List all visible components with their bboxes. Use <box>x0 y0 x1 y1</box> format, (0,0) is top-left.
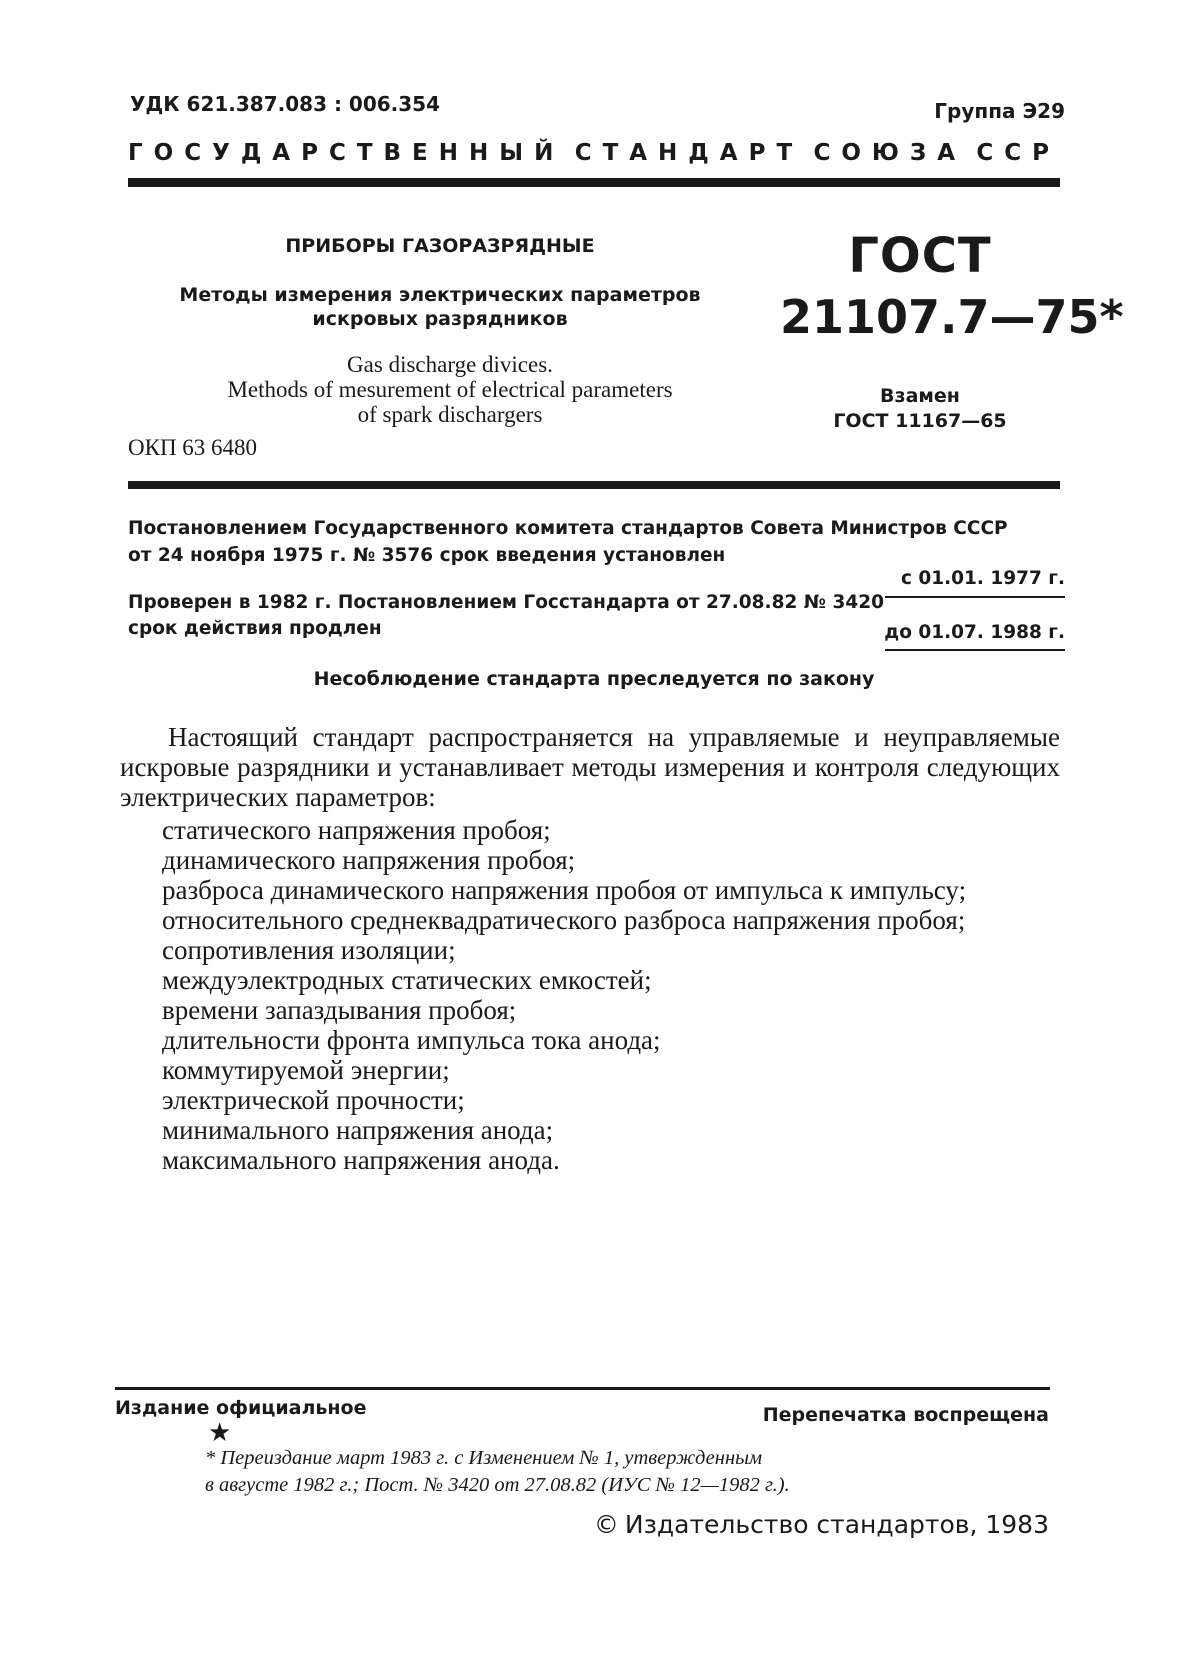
introduction-date-underline <box>885 596 1065 598</box>
subtitle-line: искровых разрядников <box>312 308 568 330</box>
validity-date: до 01.07. 1988 г. <box>884 622 1065 643</box>
footnote <box>205 1445 965 1499</box>
gost-label: ГОСТ <box>848 228 992 284</box>
gost-number: 21107.7—75* <box>780 290 1124 344</box>
checked-text <box>128 590 908 642</box>
checked-line: Проверен в 1982 г. Постановлением Госстандарта от 27.08.82 № 3420 <box>128 592 884 613</box>
footnote-line: * Переиздание март 1983 г. с Изменением № 1, утвержденным <box>205 1447 763 1469</box>
udc-code: УДК 621.387.083 : 006.354 <box>130 92 440 116</box>
banner-word: СТАНДАРТ <box>574 140 804 166</box>
copyright-icon: © <box>593 1510 619 1539</box>
list-item: междуэлектродных статических емкостей; <box>162 965 652 995</box>
validity-date-underline <box>885 649 1065 651</box>
decree-line: от 24 ноября 1975 г. № 3576 срок введения установлен <box>128 545 726 566</box>
star-icon: ★ <box>208 1418 232 1447</box>
introduction-date: с 01.01. 1977 г. <box>900 568 1065 589</box>
english-title-line: Methods of mesurement of electrical parameters <box>227 377 673 402</box>
replaces-label: Взамен <box>880 385 960 407</box>
publisher-name: Издательство стандартов, 1983 <box>624 1510 1049 1539</box>
list-item: длительности фронта импульса тока анода; <box>162 1025 661 1055</box>
intro-paragraph: Настоящий стандарт распространяется на управляемые и неуправляемые искровые разрядники и устанавливает методы измерения и контроля следующих электрических параметров: <box>120 722 1060 812</box>
english-title <box>170 352 730 427</box>
document-title: ПРИБОРЫ ГАЗОРАЗРЯДНЫЕ <box>285 235 595 257</box>
replaces-value: ГОСТ 11167—65 <box>833 410 1007 432</box>
footnote-line: в августе 1982 г.; Пост. № 3420 от 27.08.82 (ИУС № 12—1982 г.). <box>205 1474 790 1496</box>
header-divider <box>128 178 1060 187</box>
banner-word: СОЮЗА <box>813 140 967 166</box>
banner-word: ССР <box>976 140 1060 166</box>
checked-line: срок действия продлен <box>128 618 382 639</box>
title-divider <box>128 481 1060 489</box>
list-item: максимального напряжения анода. <box>162 1145 560 1175</box>
decree-line: Постановлением Государственного комитета стандартов Совета Министров СССР <box>128 518 1008 539</box>
state-standard-banner <box>128 140 1060 166</box>
list-item: времени запаздывания пробоя; <box>162 995 517 1025</box>
publisher <box>594 1510 1049 1539</box>
classification-group: Группа Э29 <box>934 99 1065 123</box>
official-edition: Издание официальное <box>115 1397 367 1419</box>
parameter-list <box>120 815 1060 1175</box>
list-item: относительного среднеквадратического разброса напряжения пробоя; <box>162 905 966 935</box>
okp-code: ОКП 63 6480 <box>128 435 258 460</box>
reprint-prohibited: Перепечатка воспрещена <box>762 1404 1049 1426</box>
list-item: разброса динамического напряжения пробоя от импульса к импульсу; <box>162 875 967 905</box>
list-item: минимального напряжения анода; <box>162 1115 554 1145</box>
english-title-line: Gas discharge divices. <box>347 352 553 377</box>
law-notice: Несоблюдение стандарта преследуется по закону <box>313 668 875 690</box>
document-subtitle <box>170 283 710 331</box>
english-title-line: of spark dischargers <box>357 402 543 427</box>
decree-text <box>128 515 1068 569</box>
subtitle-line: Методы измерения электрических параметров <box>179 284 701 306</box>
list-item: коммутируемой энергии; <box>162 1055 450 1085</box>
list-item: динамического напряжения пробоя; <box>162 845 576 875</box>
list-item: электрической прочности; <box>162 1085 465 1115</box>
list-item: сопротивления изоляции; <box>162 935 456 965</box>
banner-word: ГОСУДАРСТВЕННЫЙ <box>128 140 565 166</box>
footer-divider <box>115 1387 1050 1390</box>
list-item: статического напряжения пробоя; <box>162 815 551 845</box>
